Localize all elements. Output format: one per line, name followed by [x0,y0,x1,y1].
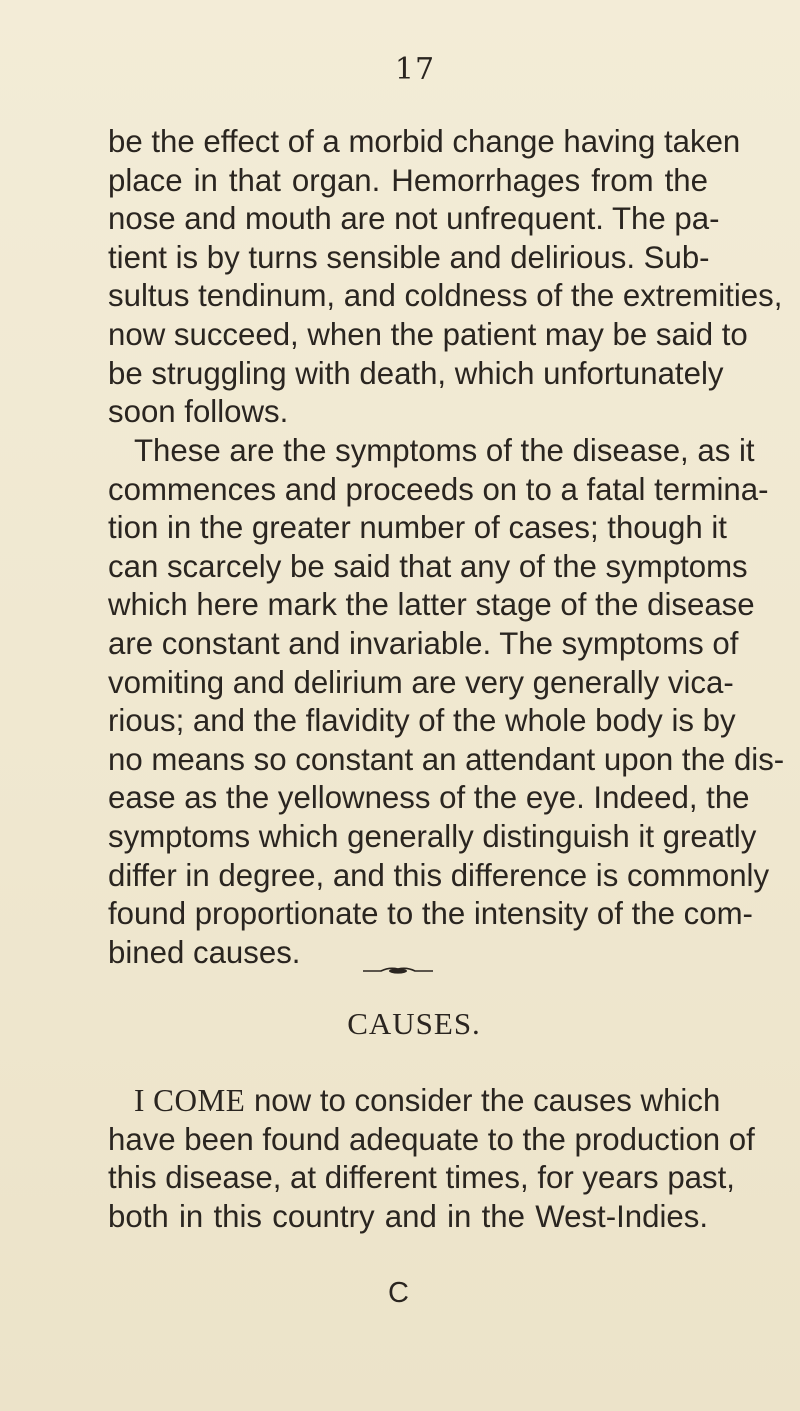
paragraph-symptoms-end [108,123,783,432]
page-number: 17 [394,52,436,87]
text-line: place in that organ. Hemorrhages from the [108,162,708,198]
text-line: this disease, at different times, for years past, [108,1160,735,1196]
text-line: bined causes. [108,934,301,970]
opening-words: I COME [134,1083,246,1118]
text-line: found proportionate to the intensity of the com- [108,896,753,932]
text-line: are constant and invariable. The symptoms of [108,625,739,661]
text-line: be the effect of a morbid change having taken [108,124,741,159]
text-line: These are the symptoms of the disease, as it [134,433,755,468]
text-line: now succeed, when the patient may be said to [108,316,748,352]
text-line: both in this country and in the West-Indies. [108,1198,708,1234]
paragraph-symptoms-summary [108,432,785,972]
text-line: differ in degree, and this difference is commonly [108,857,770,893]
text-line: have been found adequate to the production of [108,1121,755,1157]
text-line: vomiting and delirium are very generally vica- [108,664,734,700]
text-line: soon follows. [108,394,289,430]
text-line: ease as the yellowness of the eye. Indeed, the [108,780,750,816]
text-line: no means so constant an attendant upon the dis- [108,741,785,777]
section-heading: CAUSES. [347,1006,481,1041]
text-line: symptoms which generally distinguish it greatly [108,818,757,854]
text-line: nose and mouth are not unfrequent. The pa- [108,201,720,237]
section-divider-ornament [363,967,433,975]
text-line: rious; and the flavidity of the whole body is by [108,703,736,739]
text-line: commences and proceeds on to a fatal termina- [108,471,769,507]
signature-mark: C [388,1277,409,1309]
paragraph-causes-intro [108,1082,755,1236]
text-line [108,1082,721,1121]
text-line: which here mark the latter stage of the disease [108,587,755,623]
opening-line-rest: now to consider the causes which [245,1083,721,1118]
text-line: sultus tendinum, and coldness of the extremities, [108,278,783,314]
text-line: tion in the greater number of cases; though it [108,510,727,546]
text-line: can scarcely be said that any of the symptoms [108,548,748,584]
text-line: be struggling with death, which unfortunately [108,355,724,391]
text-line: tient is by turns sensible and delirious. Sub- [108,239,710,275]
